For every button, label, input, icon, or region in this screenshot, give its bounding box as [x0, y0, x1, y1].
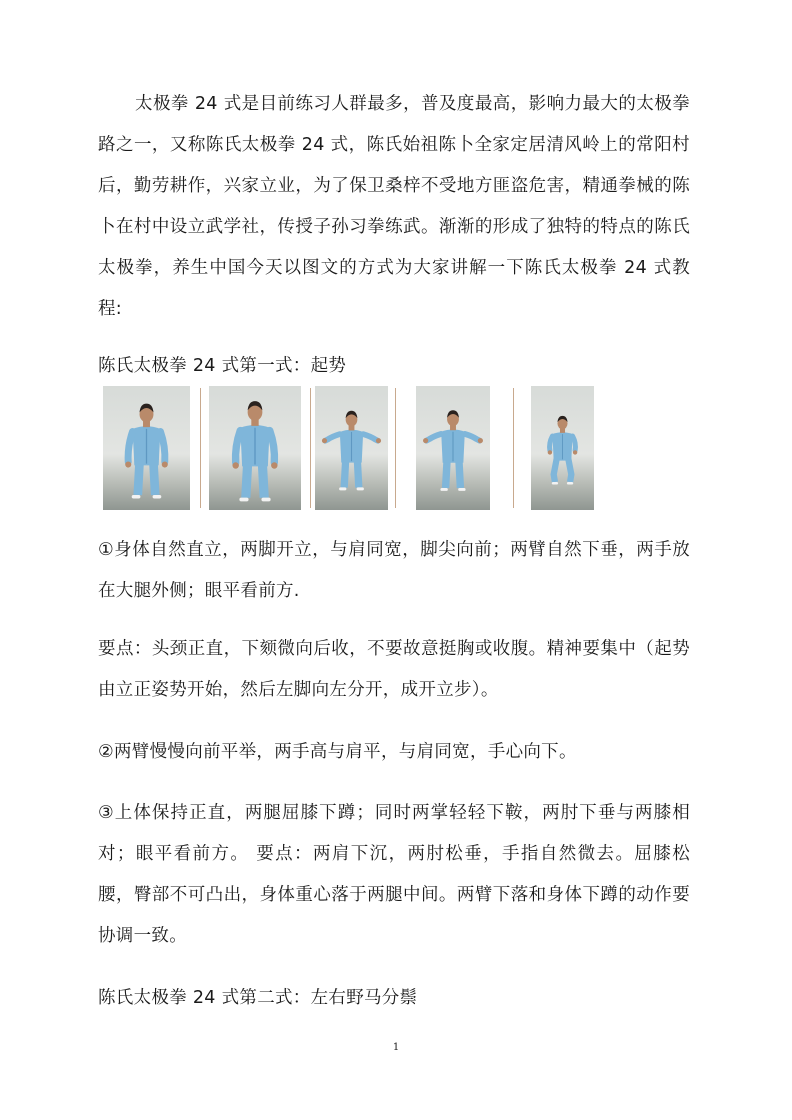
- pose-photo-3: [315, 386, 388, 510]
- intro-paragraph: 太极拳 24 式是目前练习人群最多，普及度最高，影响力最大的太极拳路之一，又称陈氏太极拳 24 式，陈氏始祖陈卜全家定居清风岭上的常阳村后，勤劳耕作，兴家立业，为了保卫桑梓不受地方匪盗危害，精通拳械的陈卜在村中设立武学社，传授子孙习拳练武。渐渐的形成了独特的特点的陈氏太极拳，养生中国今天以图文的方式为大家讲解一下陈氏太极拳 24 式教程:: [98, 94, 690, 319]
- photo-divider: [200, 388, 201, 508]
- page-number: 1: [392, 1042, 400, 1053]
- section1-heading: 陈氏太极拳 24 式第一式：起势: [98, 356, 347, 376]
- step3-paragraph: ③上体保持正直，两腿屈膝下蹲；同时两掌轻轻下鞍，两肘下垂与两膝相对；眼平看前方。 要点：两肩下沉，两肘松垂，手指自然微去。屈膝松腰，臀部不可凸出，身体重心落于两腿中间。两臂下落和身体下蹲的动作要协调一致。: [98, 803, 690, 946]
- section2-heading: 陈氏太极拳 24 式第二式：左右野马分鬃: [98, 988, 418, 1008]
- step2-paragraph: ②两臂慢慢向前平举，两手高与肩平，与肩同宽，手心向下。: [98, 742, 577, 762]
- step1-paragraph: ①身体自然直立，两脚开立，与肩同宽，脚尖向前；两臂自然下垂，两手放在大腿外侧；眼平看前方.: [98, 540, 690, 601]
- taichi-figure-icon: [315, 386, 388, 510]
- pose-photo-strip: [103, 386, 603, 512]
- taichi-figure-icon: [416, 386, 490, 510]
- taichi-figure-icon: [531, 386, 594, 510]
- pose-photo-2: [209, 386, 301, 510]
- taichi-figure-icon: [209, 386, 301, 510]
- photo-divider: [310, 388, 311, 508]
- pose-photo-1: [103, 386, 190, 510]
- pose-photo-4: [416, 386, 490, 510]
- pose-photo-5: [531, 386, 594, 510]
- key-points-paragraph: 要点：头颈正直，下颏微向后收，不要故意挺胸或收腹。精神要集中（起势由立正姿势开始，然后左脚向左分开，成开立步）。: [98, 639, 690, 700]
- taichi-figure-icon: [103, 386, 190, 510]
- photo-divider: [395, 388, 396, 508]
- photo-divider: [513, 388, 514, 508]
